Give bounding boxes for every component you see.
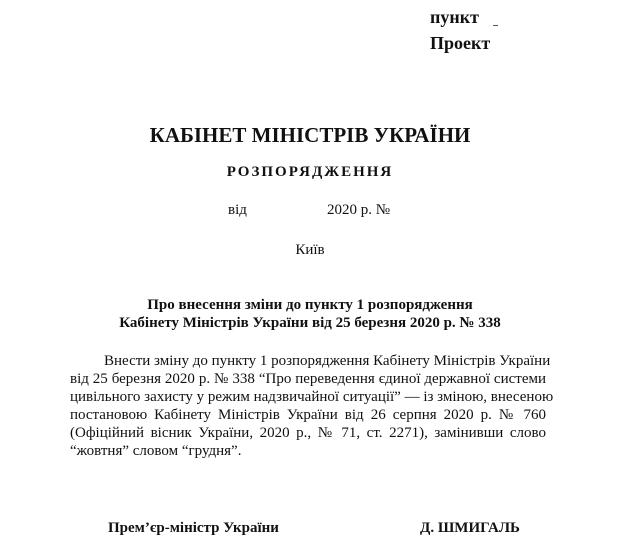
document-title-line-2: Кабінету Міністрів України від 25 березня 2020 р. № 338 xyxy=(119,315,501,331)
date-prefix: від xyxy=(228,202,247,218)
city: Київ xyxy=(295,242,325,258)
agency-title: КАБІНЕТ МІНІСТРІВ УКРАЇНИ xyxy=(149,123,471,147)
signatory-name: Д. ШМИГАЛЬ xyxy=(420,520,520,536)
body-line: Внести зміну до пункту 1 розпорядження Кабінету Міністрів України xyxy=(104,353,551,369)
document-title-line-1: Про внесення зміни до пункту 1 розпорядження xyxy=(147,297,473,313)
signatory-position: Прем’єр-міністр України xyxy=(108,520,279,536)
body-line: від 25 березня 2020 р. № 338 “Про переведення єдиної державної системи xyxy=(70,371,546,387)
body-paragraph xyxy=(70,352,554,460)
text-cursor-mark xyxy=(493,25,498,26)
date-year-number: 2020 р. № xyxy=(327,202,391,218)
document-type: РОЗПОРЯДЖЕННЯ xyxy=(226,164,394,180)
draft-label: Проект xyxy=(430,33,491,53)
body-line: “жовтня” словом “грудня”. xyxy=(70,443,242,459)
body-line: (Офіційний вісник України, 2020 р., № 71, ст. 2271), замінивши слово xyxy=(70,425,546,441)
header-marker: пункт xyxy=(430,7,479,27)
body-line: постановою Кабінету Міністрів України від 26 серпня 2020 р. № 760 xyxy=(70,407,546,423)
body-line: цивільного захисту у режим надзвичайної ситуації” — із зміною, внесеною xyxy=(70,389,554,405)
